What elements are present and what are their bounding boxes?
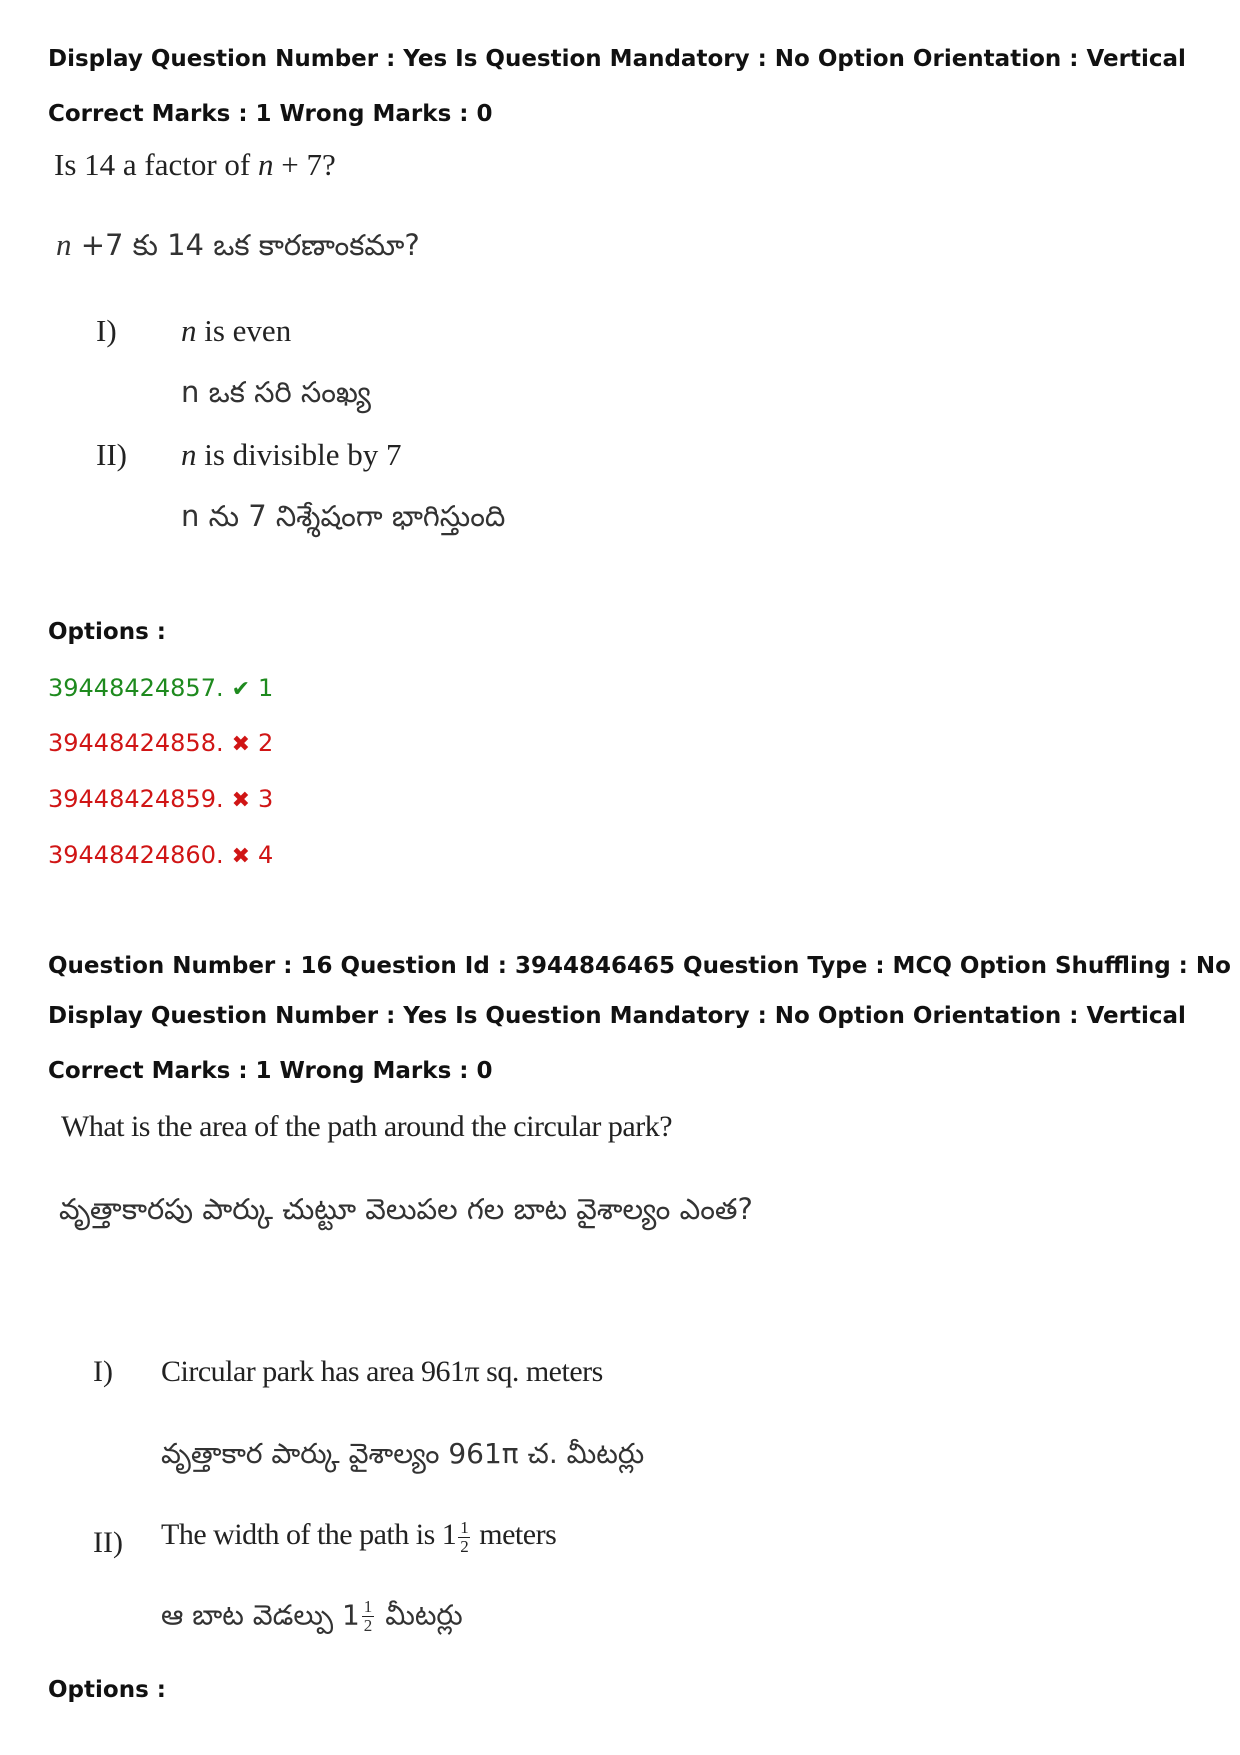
q15-question-english: [54, 147, 336, 183]
check-icon: ✔: [231, 677, 251, 702]
option-value: 1: [258, 674, 274, 702]
q15-statement-2-english: [181, 437, 401, 473]
q15-statement-1-telugu: n ఒక సరి సంఖ్య: [181, 375, 371, 409]
q15-statement-1-label: I): [96, 313, 117, 348]
q16-statement-2-label: II): [93, 1526, 123, 1559]
q16-statement-2-text-pre: The width of the path is 1: [161, 1518, 457, 1551]
q16-statement-2-te-post: మీటర్లు: [376, 1598, 463, 1632]
q15-question-en-var: n: [258, 147, 274, 182]
q15-options-heading: Options :: [48, 619, 166, 645]
q16-statement-2-english: [161, 1518, 556, 1556]
q16-meta-marks: Correct Marks : 1 Wrong Marks : 0: [48, 1058, 493, 1084]
q15-meta-marks: Correct Marks : 1 Wrong Marks : 0: [48, 101, 493, 127]
fraction: [362, 1598, 375, 1635]
option-id: 39448424859.: [48, 785, 224, 813]
option-id: 39448424858.: [48, 729, 224, 757]
q15-question-te-var: n: [56, 227, 72, 262]
q15-option-3[interactable]: [48, 785, 273, 813]
q15-statement-2-label: II): [96, 437, 127, 472]
option-value: 3: [258, 785, 274, 813]
q15-question-en-post: + 7?: [273, 147, 336, 182]
q16-options-heading: Options :: [48, 1677, 166, 1703]
q15-option-4[interactable]: [48, 841, 273, 869]
q15-statement-2-text: is divisible by 7: [196, 437, 402, 472]
fraction-numerator: 1: [363, 1597, 373, 1616]
q15-question-telugu: [56, 227, 420, 270]
q16-question-english: What is the area of the path around the circular park?: [61, 1110, 673, 1143]
q15-question-en-pre: Is 14 a factor of: [54, 147, 258, 182]
q16-question-telugu: వృత్తాకారపు పార్కు చుట్టూ వెలుపల గల బాట వైశాల్యం ఎంత?: [59, 1192, 753, 1226]
cross-icon: ✖: [231, 844, 251, 869]
option-value: 2: [258, 729, 274, 757]
fraction-denominator: 2: [460, 1536, 469, 1556]
option-id: 39448424857.: [48, 674, 224, 702]
cross-icon: ✖: [231, 788, 251, 813]
q16-statement-2-te-pre: ఆ బాట వెడల్పు 1: [161, 1598, 360, 1632]
cross-icon: ✖: [231, 732, 251, 757]
q16-meta-header: Question Number : 16 Question Id : 3944846465 Question Type : MCQ Option Shuffling : No: [48, 953, 1231, 979]
q16-statement-1-english: Circular park has area 961π sq. meters: [161, 1355, 603, 1388]
q16-statement-2-telugu: [161, 1598, 463, 1639]
q15-option-2[interactable]: [48, 729, 273, 757]
q15-statement-2-var: n: [181, 437, 197, 472]
q15-statement-1-text: is even: [196, 313, 292, 348]
q15-option-1[interactable]: [48, 674, 273, 702]
option-id: 39448424860.: [48, 841, 224, 869]
q16-statement-1-label: I): [93, 1355, 113, 1388]
option-value: 4: [258, 841, 274, 869]
q15-question-te-post: +7 కు 14 ఒక కారణాంకమా?: [71, 228, 420, 262]
q16-statement-1-telugu: వృత్తాకార పార్కు వైశాల్యం 961π చ. మీటర్లు: [161, 1437, 645, 1470]
q15-meta-display: Display Question Number : Yes Is Question Mandatory : No Option Orientation : Vertical: [48, 46, 1186, 72]
q16-statement-2-text-post: meters: [472, 1518, 557, 1551]
fraction: [458, 1519, 470, 1556]
q15-statement-1-var: n: [181, 313, 197, 348]
q16-meta-display: Display Question Number : Yes Is Question Mandatory : No Option Orientation : Vertical: [48, 1003, 1186, 1029]
q15-statement-1-english: [181, 313, 291, 349]
fraction-denominator: 2: [363, 1616, 373, 1635]
q15-statement-2-telugu: n ను 7 నిశ్శేషంగా భాగిస్తుంది: [181, 499, 506, 533]
fraction-numerator: 1: [460, 1517, 469, 1537]
